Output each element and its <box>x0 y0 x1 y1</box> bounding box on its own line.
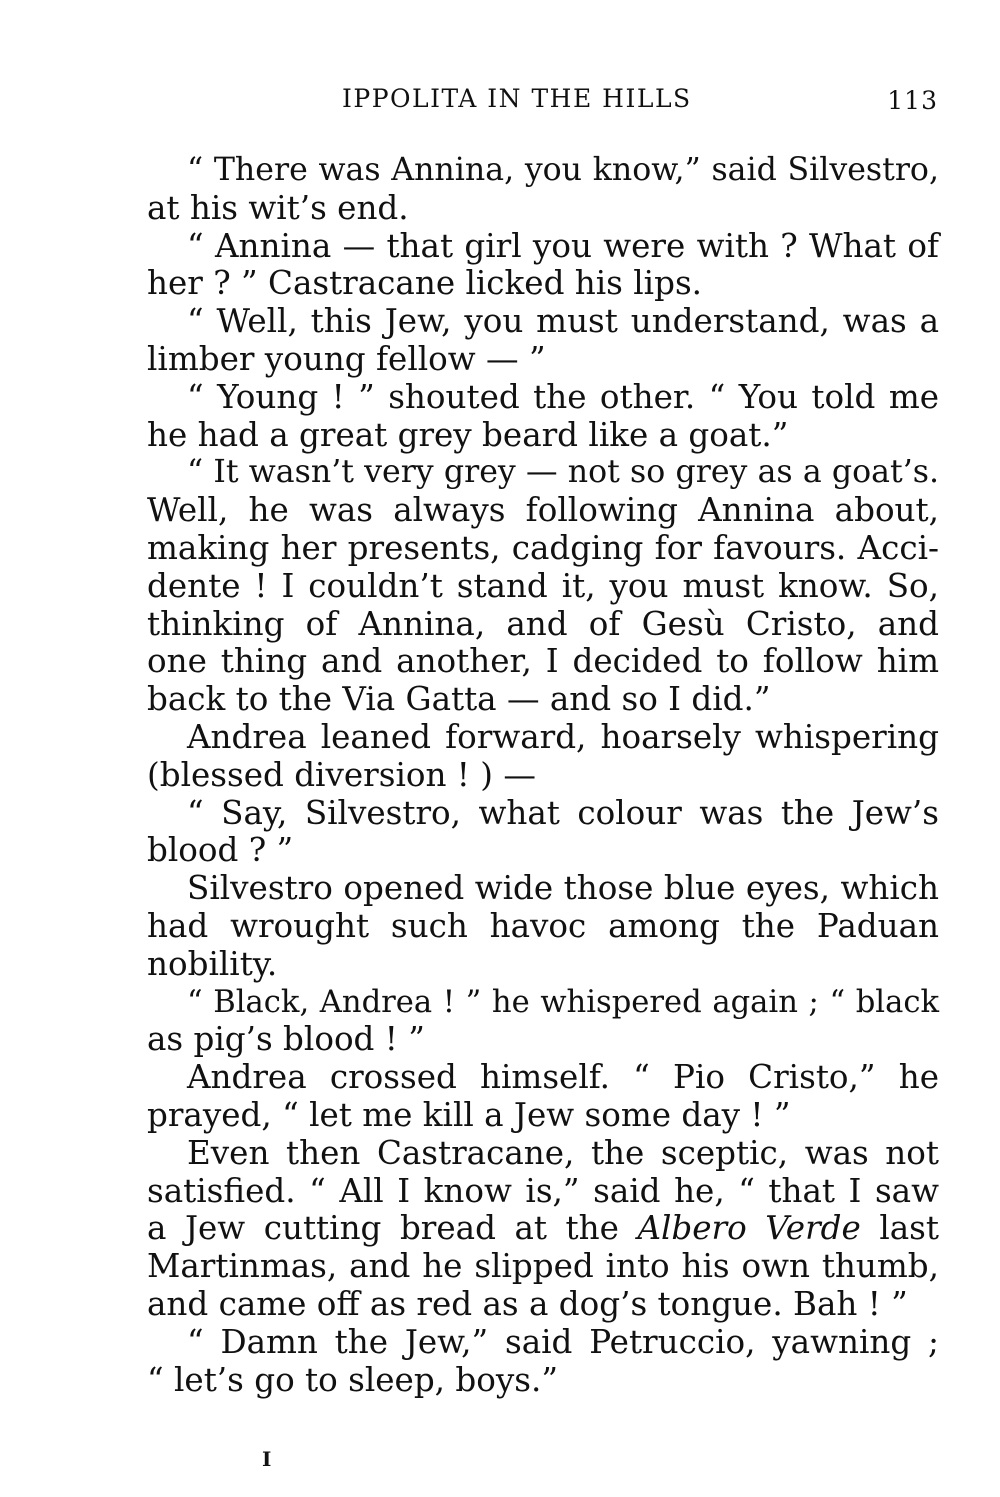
italic-inn-name: Albero Verde <box>637 1209 861 1248</box>
text-line: Martinmas, and he slipped into his own thumb, <box>147 1247 939 1286</box>
page-number: 113 <box>887 86 938 115</box>
signature-mark: I <box>262 1447 272 1471</box>
text-line: and came off as red as a dog’s tongue. Bah ! ” <box>147 1284 908 1323</box>
text-segment: a Jew cutting bread at the <box>147 1209 619 1248</box>
running-head: IPPOLITA IN THE HILLS <box>342 84 692 113</box>
text-line: “ Black, Andrea ! ” he whispered again ; “ black <box>187 984 939 1020</box>
text-line: “ Young ! ” shouted the other. “ You told me <box>187 377 939 416</box>
text-segment: last <box>879 1209 939 1248</box>
text-line: “ Annina — that girl you were with ? What of <box>187 226 939 265</box>
text-line: “ There was Annina, you know,” said Silvestro, <box>187 152 939 188</box>
text-line: Silvestro opened wide those blue eyes, which <box>187 869 939 908</box>
text-line: “ Well, this Jew, you must understand, was a <box>187 302 939 341</box>
text-line: limber young fellow — ” <box>147 339 546 378</box>
text-line: dente ! I couldn’t stand it, you must know. So, <box>147 566 939 605</box>
text-line: Even then Castracane, the sceptic, was not <box>187 1133 939 1172</box>
text-line: satisfied. “ All I know is,” said he, “ that I saw <box>147 1171 939 1210</box>
text-line: had wrought such havoc among the Paduan <box>147 906 939 945</box>
text-line: as pig’s blood ! ” <box>147 1020 425 1059</box>
body-text <box>147 152 939 1399</box>
text-line: making her presents, cadging for favours. Acci- <box>147 528 939 567</box>
text-line: “ Damn the Jew,” said Petruccio, yawning ; <box>187 1322 939 1361</box>
text-line: “ It wasn’t very grey — not so grey as a goat’s. <box>187 454 939 491</box>
text-line: prayed, “ let me kill a Jew some day ! ” <box>147 1095 791 1134</box>
text-line: thinking of Annina, and of Gesù Cristo, and <box>147 604 939 643</box>
text-line-with-italic <box>147 1210 939 1248</box>
text-line: he had a great grey beard like a goat.” <box>147 415 789 454</box>
text-line: “ Say, Silvestro, what colour was the Jew’s <box>187 793 939 832</box>
text-line: (blessed diversion ! ) — <box>147 755 536 794</box>
text-line: Andrea crossed himself. “ Pio Cristo,” he <box>187 1058 939 1097</box>
text-line: nobility. <box>147 944 278 983</box>
text-line: one thing and another, I decided to follow him <box>147 642 939 681</box>
text-line: at his wit’s end. <box>147 188 409 227</box>
page-header <box>0 84 1000 118</box>
text-line: Andrea leaned forward, hoarsely whispering <box>187 717 939 756</box>
text-line: back to the Via Gatta — and so I did.” <box>147 680 771 719</box>
text-line: Well, he was always following Annina about, <box>147 491 939 530</box>
text-line: her ? ” Castracane licked his lips. <box>147 264 703 303</box>
text-line: blood ? ” <box>147 831 294 870</box>
text-line: “ let’s go to sleep, boys.” <box>147 1360 558 1399</box>
